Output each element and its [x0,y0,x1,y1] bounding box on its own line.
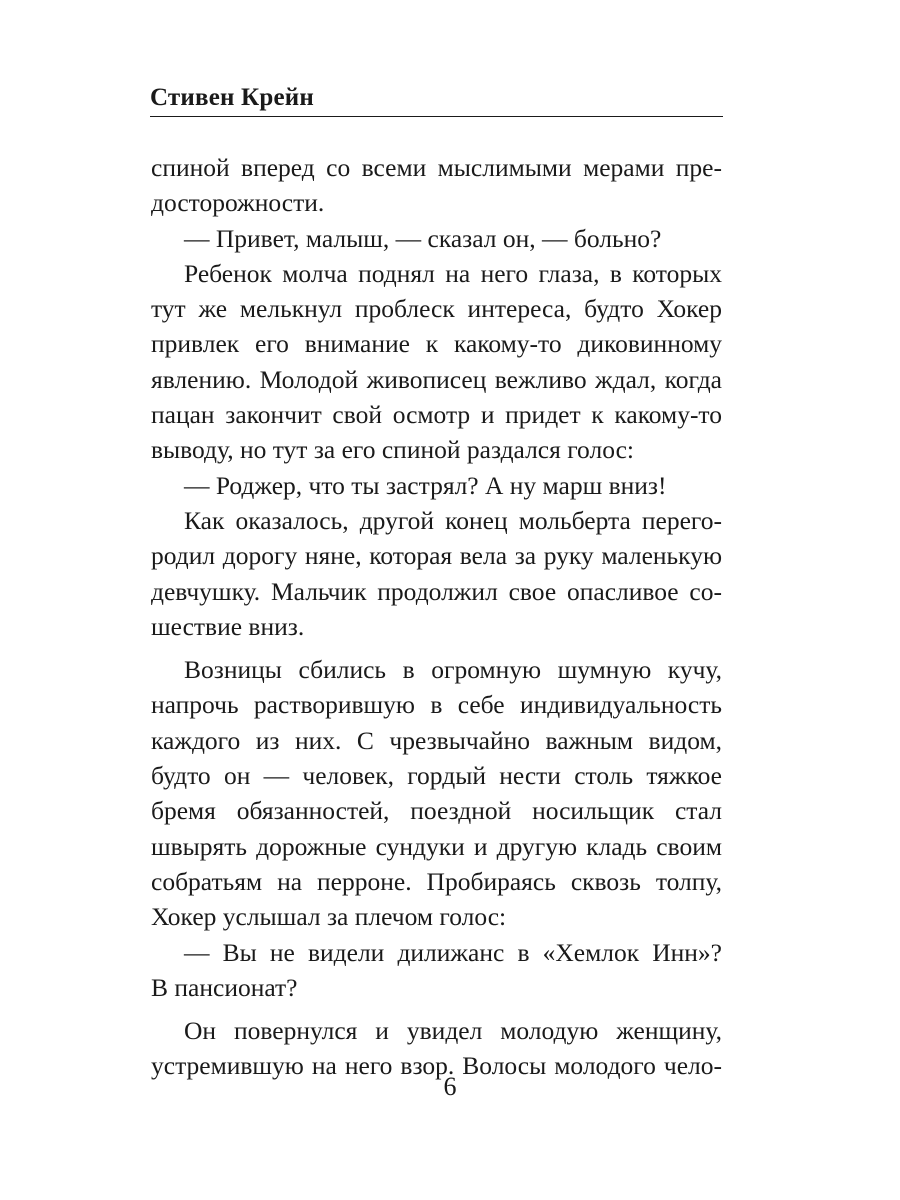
paragraph-gap [151,1005,722,1013]
text-line: спиной вперед со всеми мыслимыми мерами пре- [151,153,722,182]
text-line: швырять дорожные сундуки и другую кладь своим [151,831,722,861]
paragraph-gap [151,644,722,652]
text-line: выводу, но тут за его спиной раздался голос: [151,435,634,465]
text-line: каждого из них. С чрезвычайно важным видом, [151,725,722,755]
text-line: досторожности. [151,188,325,218]
text-line: собратьям на перроне. Пробираясь сквозь толпу, [151,866,722,896]
text-line: — Роджер, что ты застрял? А ну марш вниз! [184,470,667,500]
text-line: девчушку. Мальчик продолжил свое опасливое со- [151,576,722,606]
text-line: Возницы сбились в огромную шумную кучу, [184,655,722,685]
text-line: В пансионат? [151,972,298,1002]
text-line: явлению. Молодой живописец вежливо ждал, когда [151,364,722,394]
header-rule [150,116,723,117]
text-line: пацан закончит свой осмотр и придет к какому-то [151,400,722,430]
text-line: будто он — человек, гордый нести столь тяжкое [151,761,722,791]
text-line: — Привет, малыш, — сказал он, — больно? [184,223,662,253]
text-line: Ребенок молча поднял на него глаза, в которых [184,258,722,288]
text-line: Как оказалось, другой конец мольберта перего- [184,505,722,535]
text-line: бремя обязанностей, поездной носильщик стал [151,796,722,826]
text-line: напрочь растворившую в себе индивидуальность [151,690,722,720]
running-head-author: Стивен Крейн [150,84,314,111]
text-line: Он повернулся и увидел молодую женщину, [184,1016,722,1046]
text-line: устремившую на него взор. Волосы молодого чело- [151,1051,722,1081]
text-line: шествие вниз. [151,611,305,641]
text-line: Хокер услышал за плечом голос: [151,902,507,932]
body-text [151,150,722,1084]
text-line: — Вы не видели дилижанс в «Хемлок Инн»? [184,937,722,967]
text-line: тут же мелькнул проблеск интереса, будто Хокер [151,294,722,324]
page-number: 6 [443,1072,457,1101]
text-line: привлек его внимание к какому-то диковинному [151,329,722,359]
text-line: родил дорогу няне, которая вела за руку маленькую [151,541,722,571]
